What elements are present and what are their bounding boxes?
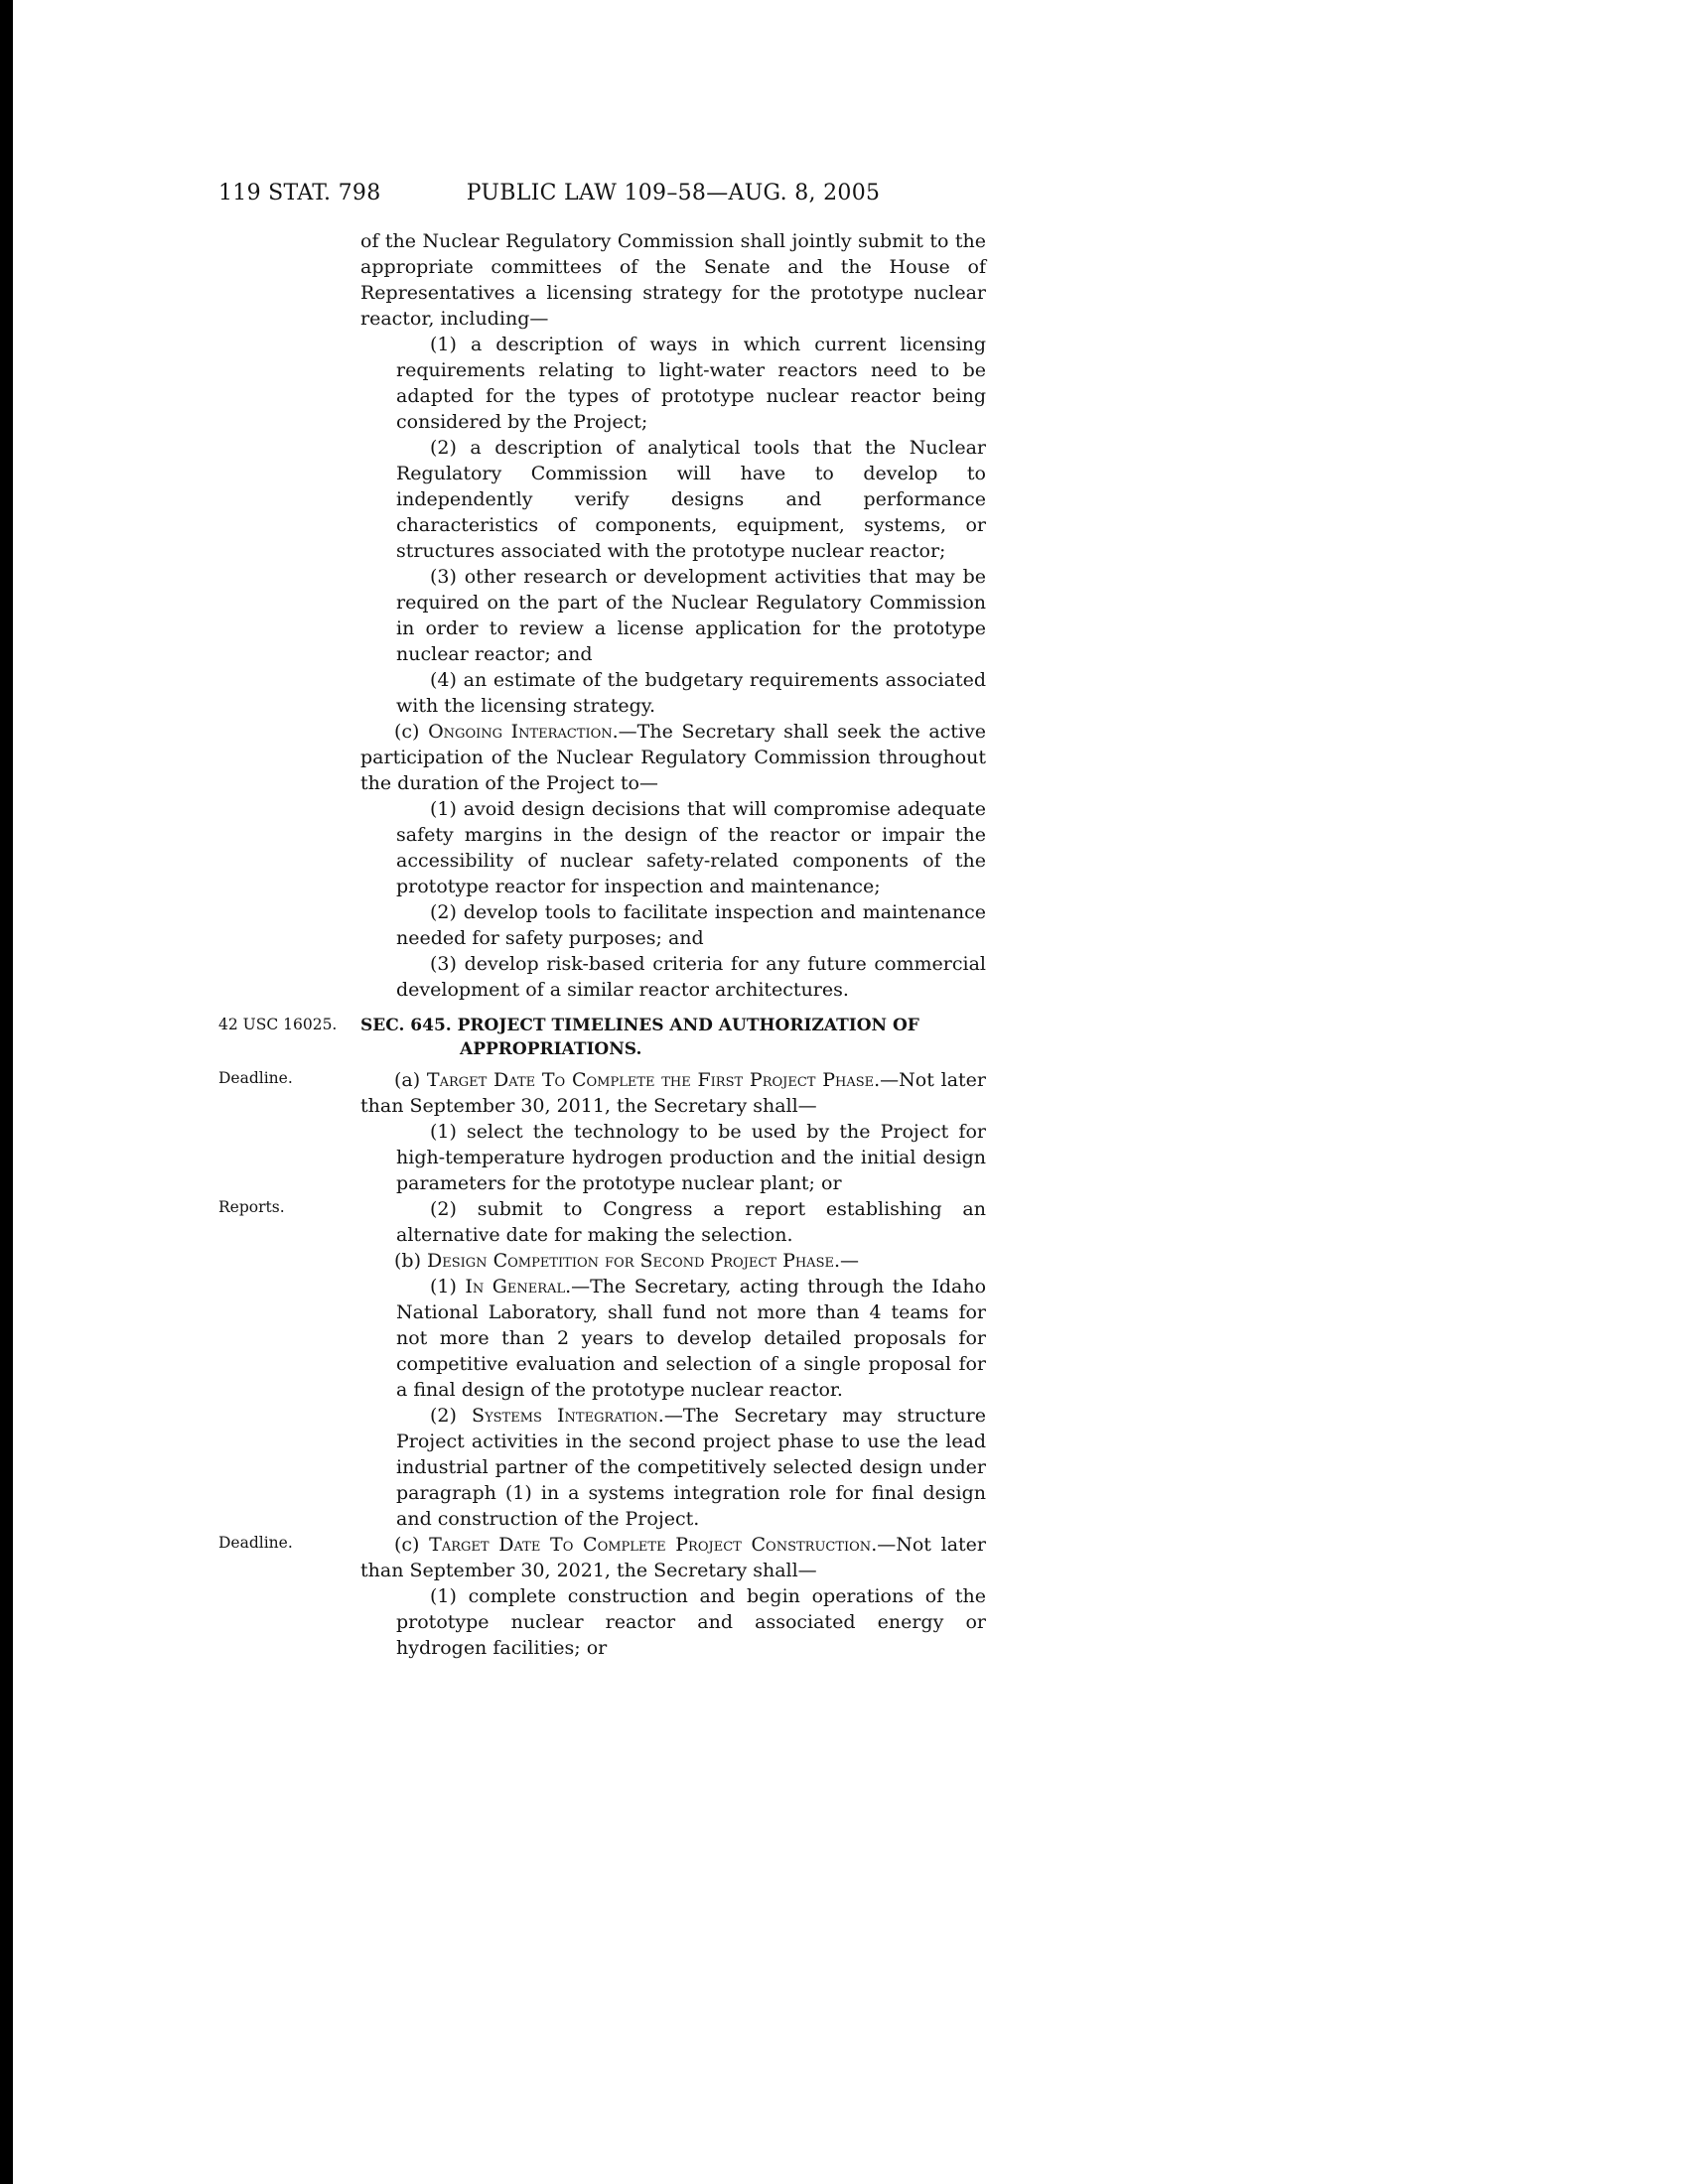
text-run: (1) a description of ways in which current licensing requirements relating to light-water reactors need to be adapted for the types of prototype nuclear reactor being considered by the Project;	[396, 334, 986, 433]
text-run: .—Not later than September 30, 2011, the Secretary shall—	[360, 1069, 986, 1117]
statute-paragraph	[396, 899, 986, 951]
text-run: (1) complete construction and begin operations of the prototype nuclear reactor and associated energy or hydrogen facilities; or	[396, 1585, 986, 1659]
small-caps-run: Design Competition for Second Project Phase	[427, 1250, 834, 1272]
statute-paragraph	[396, 1583, 986, 1661]
statute-text-body	[218, 228, 987, 1661]
text-run: (1)	[430, 1276, 466, 1297]
statute-paragraph	[218, 1196, 986, 1248]
statute-paragraph	[396, 332, 986, 435]
text-run: (3) develop risk-based criteria for any future commercial development of a similar reactor architectures.	[396, 953, 986, 1001]
statute-paragraph	[396, 1274, 986, 1403]
statute-paragraph	[360, 228, 986, 332]
statute-paragraph	[396, 564, 986, 667]
scan-edge-artifact	[0, 0, 13, 2184]
text-run: .—Not later than September 30, 2021, the Secretary shall—	[360, 1534, 986, 1581]
statute-paragraph	[396, 1403, 986, 1532]
small-caps-run: Target Date To Complete the First Project Phase	[426, 1069, 875, 1091]
small-caps-run: Systems Integration	[472, 1405, 658, 1427]
statute-paragraph	[360, 1248, 986, 1274]
text-run: .—The Secretary may structure Project activities in the second project phase to use the lead industrial partner of the competitively selected design under paragraph (1) in a systems integration role for final design and construction of the Project.	[396, 1405, 987, 1530]
small-caps-run: Ongoing Interaction	[428, 721, 613, 743]
text-run: (4) an estimate of the budgetary requirements associated with the licensing strategy.	[396, 669, 986, 717]
text-run: (2) develop tools to facilitate inspection and maintenance needed for safety purposes; and	[396, 901, 986, 949]
text-run: .—The Secretary shall seek the active participation of the Nuclear Regulatory Commission throughout the duration of the Project to—	[360, 721, 986, 794]
statute-paragraph	[360, 719, 986, 796]
text-run: (2) submit to Congress a report establishing an alternative date for making the selection.	[396, 1198, 986, 1246]
stat-page-number: 119 STAT. 798	[218, 181, 381, 205]
section-heading	[218, 1014, 986, 1061]
small-caps-run: In General	[465, 1276, 566, 1297]
statute-paragraph	[396, 1119, 986, 1196]
statute-paragraph	[218, 1532, 986, 1583]
statute-paragraph	[396, 951, 986, 1003]
text-run: (2)	[430, 1405, 473, 1427]
small-caps-run: Target Date To Complete Project Construction	[429, 1534, 872, 1556]
margin-note: Reports.	[218, 1198, 285, 1216]
margin-note: Deadline.	[218, 1534, 293, 1552]
text-run: (1) avoid design decisions that will compromise adequate safety margins in the design of the reactor or impair the accessibility of nuclear safety-related components of the prototype reactor for inspection and maintenance;	[396, 798, 986, 897]
text-run: (2) a description of analytical tools that the Nuclear Regulatory Commission will have to develop to independently verify designs and performance characteristics of components, equipment, systems, or structures associated with the prototype nuclear reactor;	[396, 437, 986, 562]
margin-note: 42 USC 16025.	[218, 1016, 338, 1033]
text-run: SEC. 645. PROJECT TIMELINES AND AUTHORIZATION OF APPROPRIATIONS.	[360, 1016, 919, 1059]
text-run: (c)	[394, 721, 429, 743]
margin-note: Deadline.	[218, 1069, 293, 1087]
statute-paragraph	[396, 667, 986, 719]
statute-paragraph	[218, 1067, 986, 1119]
text-run: of the Nuclear Regulatory Commission shall jointly submit to the appropriate committees of the Senate and the House of Representatives a licensing strategy for the prototype nuclear reactor, including—	[360, 230, 986, 330]
text-run: (1) select the technology to be used by the Project for high-temperature hydrogen production and the initial design parameters for the prototype nuclear plant; or	[396, 1121, 986, 1194]
text-run: (a)	[394, 1069, 427, 1091]
text-run: (3) other research or development activities that may be required on the part of the Nuclear Regulatory Commission in order to review a license application for the prototype nuclear reactor; and	[396, 566, 986, 665]
text-run: .—	[833, 1250, 860, 1272]
text-run: (b)	[394, 1250, 428, 1272]
text-run: .—The Secretary, acting through the Idaho National Laboratory, shall fund not more than 4 teams for not more than 2 years to develop detailed proposals for competitive evaluation and selection of a single proposal for a final design of the prototype nuclear reactor.	[396, 1276, 987, 1401]
text-run: (c)	[394, 1534, 430, 1556]
statute-paragraph	[396, 796, 986, 899]
law-title: PUBLIC LAW 109–58—AUG. 8, 2005	[466, 181, 881, 205]
statute-paragraph	[396, 435, 986, 564]
